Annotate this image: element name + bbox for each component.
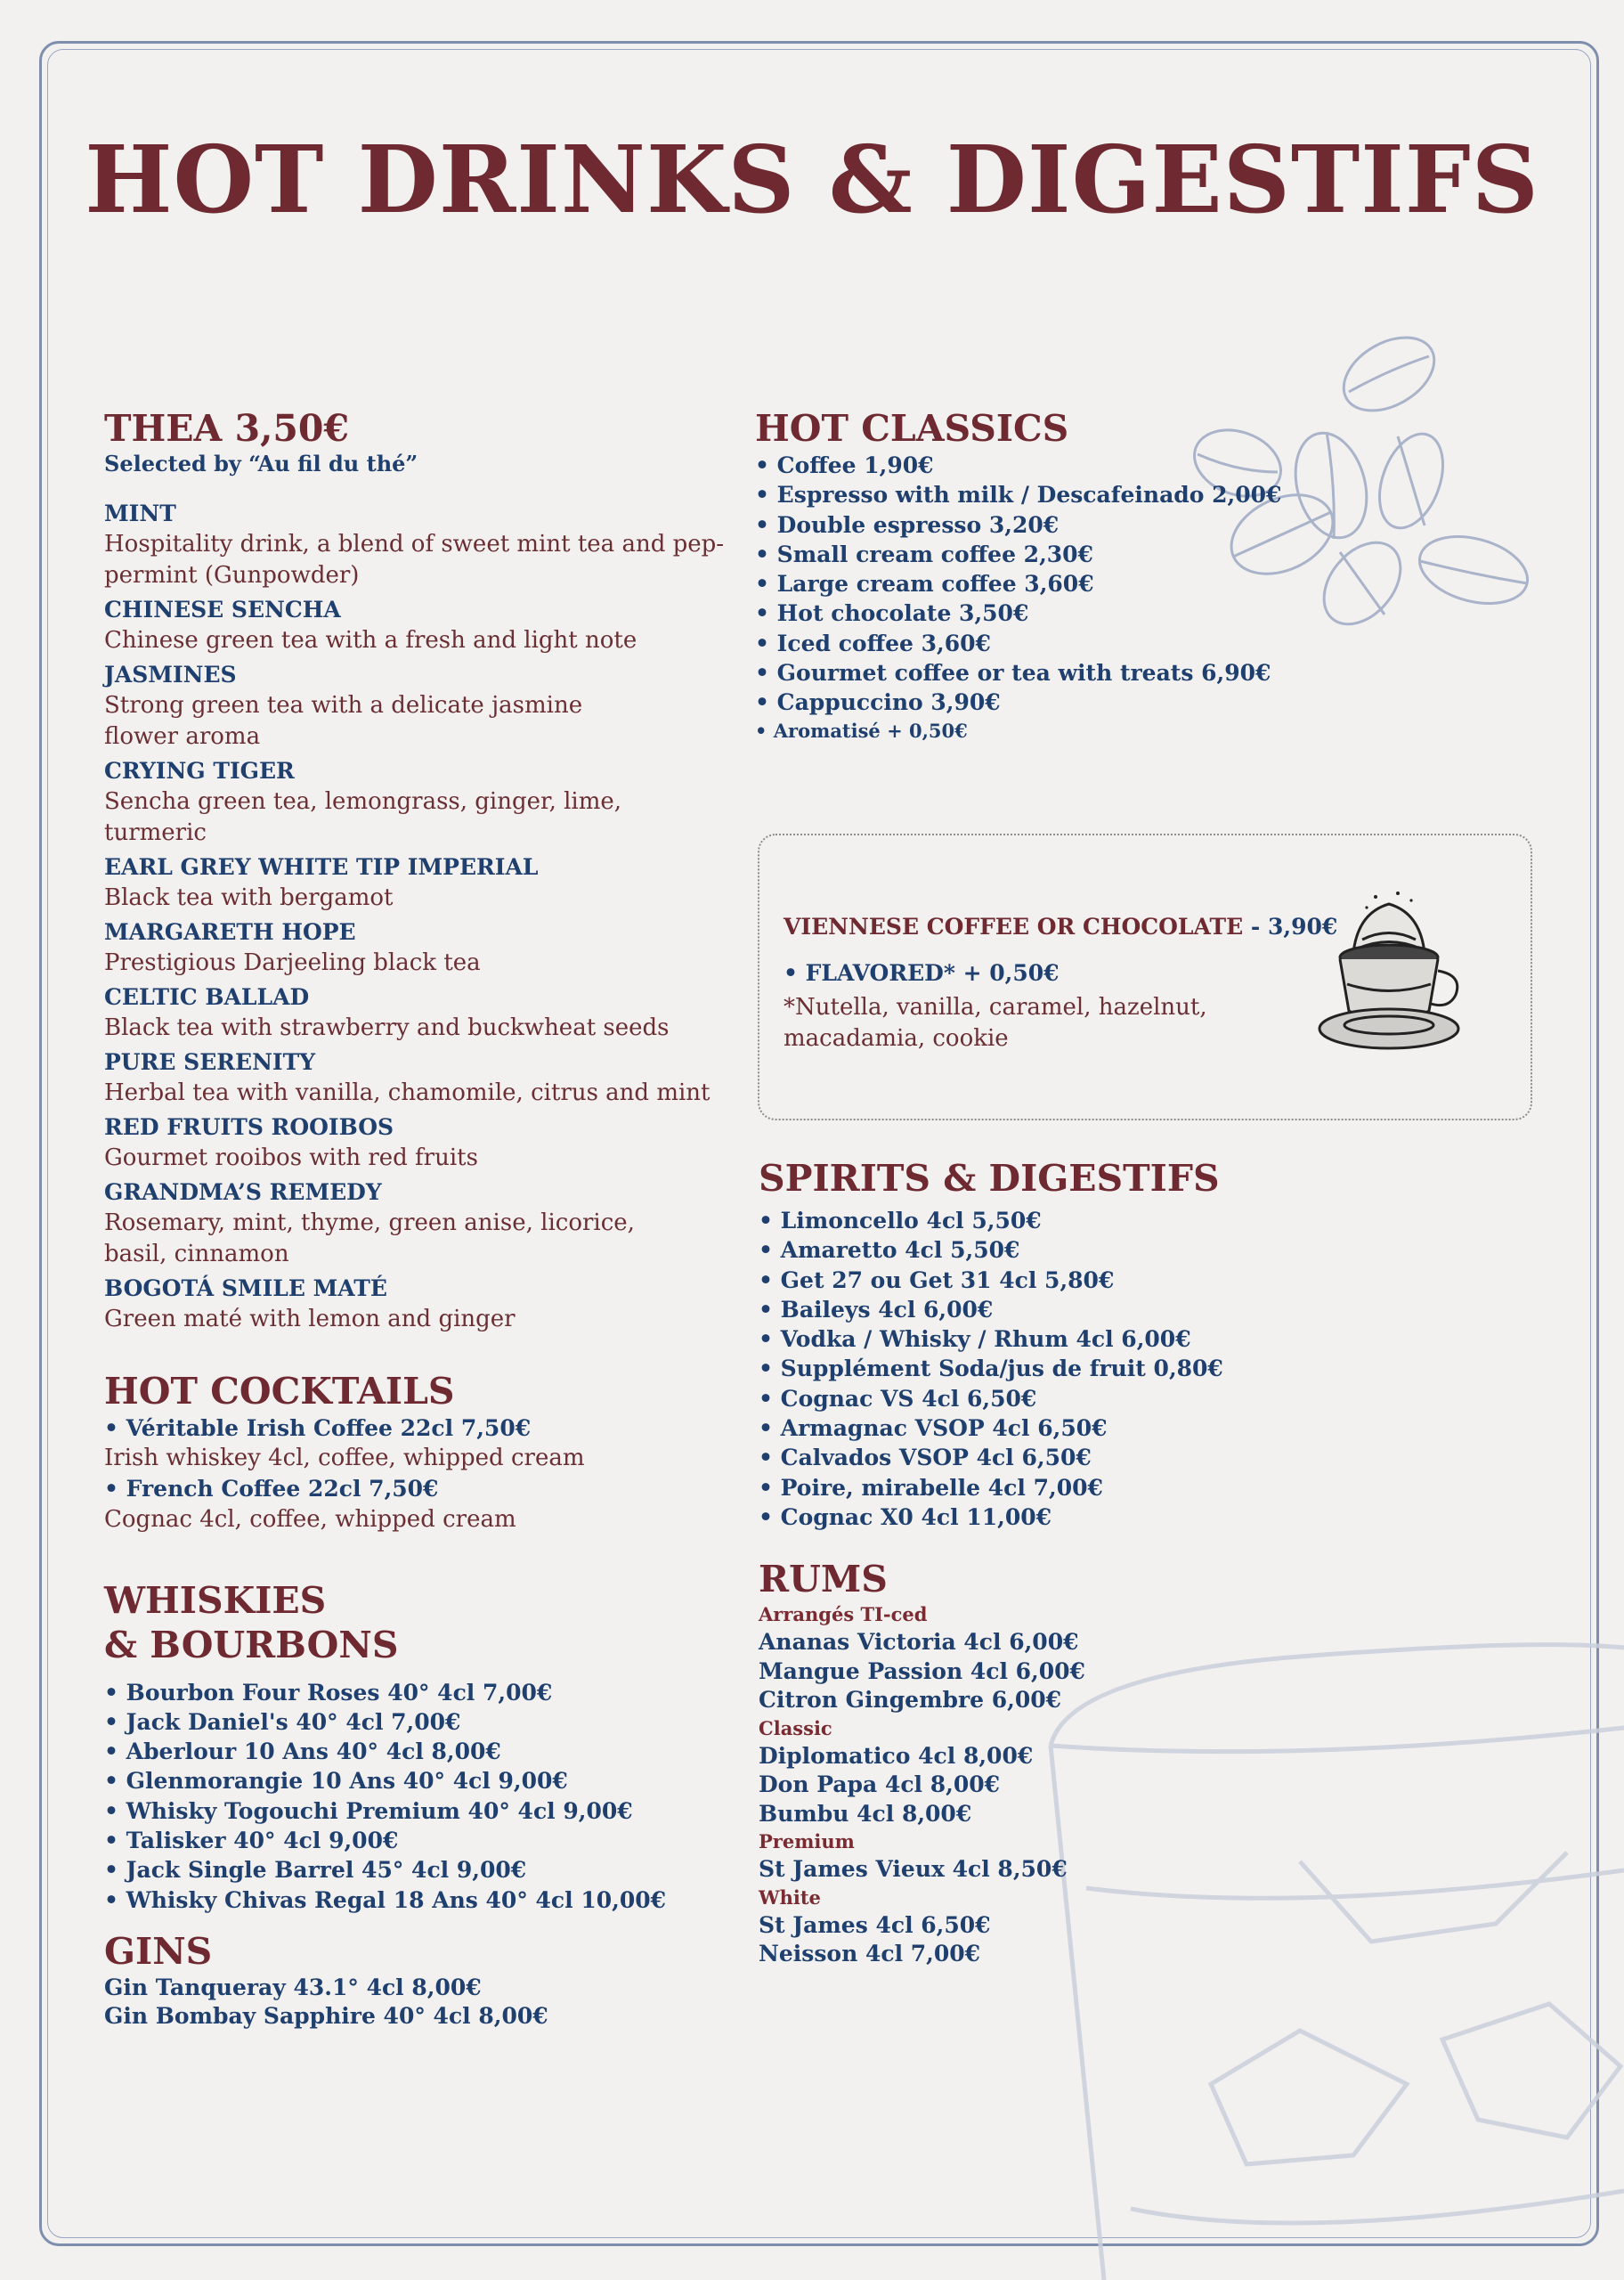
viennese-name: VIENNESE COFFEE OR CHOCOLATE: [784, 914, 1244, 940]
whisky-item: • Jack Single Barrel 45° 4cl 9,00€: [104, 1857, 527, 1884]
rum-item: St James Vieux 4cl 8,50€: [759, 1856, 1068, 1883]
tea-name: MARGARETH HOPE: [104, 919, 356, 945]
classic-item: • Gourmet coffee or tea with treats 6,90€: [755, 660, 1271, 687]
whiskies-title: WHISKIES: [104, 1578, 327, 1622]
cocktail-item: • French Coffee 22cl 7,50€: [104, 1476, 439, 1502]
tea-desc: Sencha green tea, lemongrass, ginger, lime, turmeric: [104, 788, 622, 846]
rum-category: Premium: [759, 1830, 855, 1853]
rum-category: Classic: [759, 1716, 832, 1739]
tea-desc: Black tea with strawberry and buckwheat seeds: [104, 1014, 670, 1041]
spirit-item: • Cognac X0 4cl 11,00€: [759, 1503, 1052, 1530]
spirit-item: • Armagnac VSOP 4cl 6,50€: [759, 1415, 1108, 1442]
rum-item: Bumbu 4cl 8,00€: [759, 1800, 972, 1827]
hot-cocktails-title: HOT COCKTAILS: [104, 1370, 455, 1413]
page-title: HOT DRINKS & DIGESTIFS: [85, 125, 1539, 234]
right-column: [755, 406, 1325, 745]
coffee-cup-icon: [1313, 886, 1465, 1064]
spirits-title: SPIRITS & DIGESTIFS: [759, 1157, 1220, 1200]
classic-item: • Small cream coffee 2,30€: [755, 541, 1093, 567]
whiskies-title-line2: & BOURBONS: [104, 1623, 399, 1666]
spirits-section: [759, 1156, 1328, 1532]
gin-item: Gin Bombay Sapphire 40° 4cl 8,00€: [104, 2003, 548, 2030]
rum-category: White: [759, 1885, 821, 1909]
tea-name: CELTIC BALLAD: [104, 984, 310, 1010]
hot-classics-title: HOT CLASSICS: [755, 407, 1069, 450]
classic-item: • Cappuccino 3,90€: [755, 689, 1001, 716]
tea-name: BOGOTÁ SMILE MATÉ: [104, 1275, 387, 1301]
whisky-item: • Whisky Chivas Regal 18 Ans 40° 4cl 10,00€: [104, 1886, 667, 1913]
tea-name: PURE SERENITY: [104, 1049, 316, 1075]
gins-title: GINS: [104, 1929, 213, 1973]
spirit-item: • Vodka / Whisky / Rhum 4cl 6,00€: [759, 1326, 1191, 1353]
rum-item: Neisson 4cl 7,00€: [759, 1941, 981, 1967]
spirit-item: • Supplément Soda/jus de fruit 0,80€: [759, 1356, 1223, 1382]
tea-name: CHINESE SENCHA: [104, 597, 341, 623]
viennese-title: [784, 914, 1337, 940]
classic-item: • Double espresso 3,20€: [755, 511, 1060, 538]
spirit-item: • Calvados VSOP 4cl 6,50€: [759, 1445, 1092, 1471]
tea-desc: Hospitality drink, a blend of sweet mint tea and pep-permint (Gunpowder): [104, 531, 725, 589]
spirit-item: • Baileys 4cl 6,00€: [759, 1296, 994, 1323]
tea-name: JASMINES: [104, 662, 237, 688]
left-column: [104, 406, 727, 2032]
thea-title: THEA 3,50€: [104, 407, 349, 450]
whiskies-section: [104, 1578, 727, 1915]
cocktail-desc: Irish whiskey 4cl, coffee, whipped cream: [104, 1445, 585, 1472]
cocktail-item: • Véritable Irish Coffee 22cl 7,50€: [104, 1415, 532, 1441]
whisky-item: • Aberlour 10 Ans 40° 4cl 8,00€: [104, 1738, 501, 1765]
classic-item: • Iced coffee 3,60€: [755, 630, 991, 656]
tea-name: GRANDMA’S REMEDY: [104, 1179, 382, 1205]
tea-desc: Green maté with lemon and ginger: [104, 1306, 516, 1332]
rum-item: Diplomatico 4cl 8,00€: [759, 1742, 1034, 1769]
thea-section: [104, 406, 727, 1335]
spirit-item: • Poire, mirabelle 4cl 7,00€: [759, 1474, 1103, 1501]
viennese-price: - 3,90€: [1243, 914, 1338, 940]
tea-desc: Strong green tea with a delicate jasmine flower aroma: [104, 692, 583, 750]
whisky-item: • Bourbon Four Roses 40° 4cl 7,00€: [104, 1679, 553, 1706]
classic-item: • Large cream coffee 3,60€: [755, 571, 1094, 598]
spirit-item: • Cognac VS 4cl 6,50€: [759, 1385, 1037, 1412]
classic-item: • Coffee 1,90€: [755, 452, 934, 478]
hot-cocktails-section: [104, 1369, 727, 1535]
viennese-flavored: • FLAVORED* + 0,50€: [784, 960, 1060, 986]
whisky-item: • Talisker 40° 4cl 9,00€: [104, 1828, 399, 1854]
tea-desc: Black tea with bergamot: [104, 884, 394, 911]
rums-section: [759, 1557, 1328, 1969]
right-lower-column: [759, 1156, 1328, 1969]
cocktail-desc: Cognac 4cl, coffee, whipped cream: [104, 1505, 516, 1533]
tea-desc: Herbal tea with vanilla, chamomile, citrus and mint: [104, 1079, 710, 1106]
rums-title: RUMS: [759, 1558, 888, 1601]
rum-category: Arrangés TI-ced: [759, 1603, 928, 1626]
tea-desc: Prestigious Darjeeling black tea: [104, 949, 481, 976]
thea-subtitle: Selected by “Au fil du thé”: [104, 451, 418, 476]
tea-desc: Rosemary, mint, thyme, green anise, licorice, basil, cinnamon: [104, 1209, 635, 1267]
spirit-item: • Amaretto 4cl 5,50€: [759, 1237, 1020, 1264]
whisky-item: • Whisky Togouchi Premium 40° 4cl 9,00€: [104, 1797, 633, 1824]
aromatise-item: • Aromatisé + 0,50€: [755, 719, 968, 742]
rum-item: Ananas Victoria 4cl 6,00€: [759, 1629, 1079, 1656]
rum-item: St James 4cl 6,50€: [759, 1911, 991, 1938]
spirit-item: • Limoncello 4cl 5,50€: [759, 1208, 1042, 1234]
tea-name: MINT: [104, 501, 176, 526]
classic-item: • Espresso with milk / Descafeinado 2,00€: [755, 482, 1282, 509]
hot-classics-section: [755, 406, 1325, 745]
whisky-item: • Glenmorangie 10 Ans 40° 4cl 9,00€: [104, 1768, 568, 1795]
spirit-item: • Get 27 ou Get 31 4cl 5,80€: [759, 1266, 1115, 1293]
whisky-item: • Jack Daniel's 40° 4cl 7,00€: [104, 1708, 461, 1735]
classic-item: • Hot chocolate 3,50€: [755, 600, 1029, 627]
rum-item: Don Papa 4cl 8,00€: [759, 1771, 1001, 1798]
gins-section: [104, 1929, 727, 2032]
rum-item: Citron Gingembre 6,00€: [759, 1687, 1062, 1714]
tea-desc: Chinese green tea with a fresh and light note: [104, 627, 637, 654]
tea-name: RED FRUITS ROOIBOS: [104, 1114, 394, 1140]
rum-item: Mangue Passion 4cl 6,00€: [759, 1657, 1085, 1684]
viennese-note: *Nutella, vanilla, caramel, hazelnut, macadamia, cookie: [784, 994, 1207, 1052]
gin-item: Gin Tanqueray 43.1° 4cl 8,00€: [104, 1974, 482, 2000]
tea-desc: Gourmet rooibos with red fruits: [104, 1144, 478, 1171]
tea-name: EARL GREY WHITE TIP IMPERIAL: [104, 854, 539, 880]
tea-name: CRYING TIGER: [104, 758, 295, 784]
